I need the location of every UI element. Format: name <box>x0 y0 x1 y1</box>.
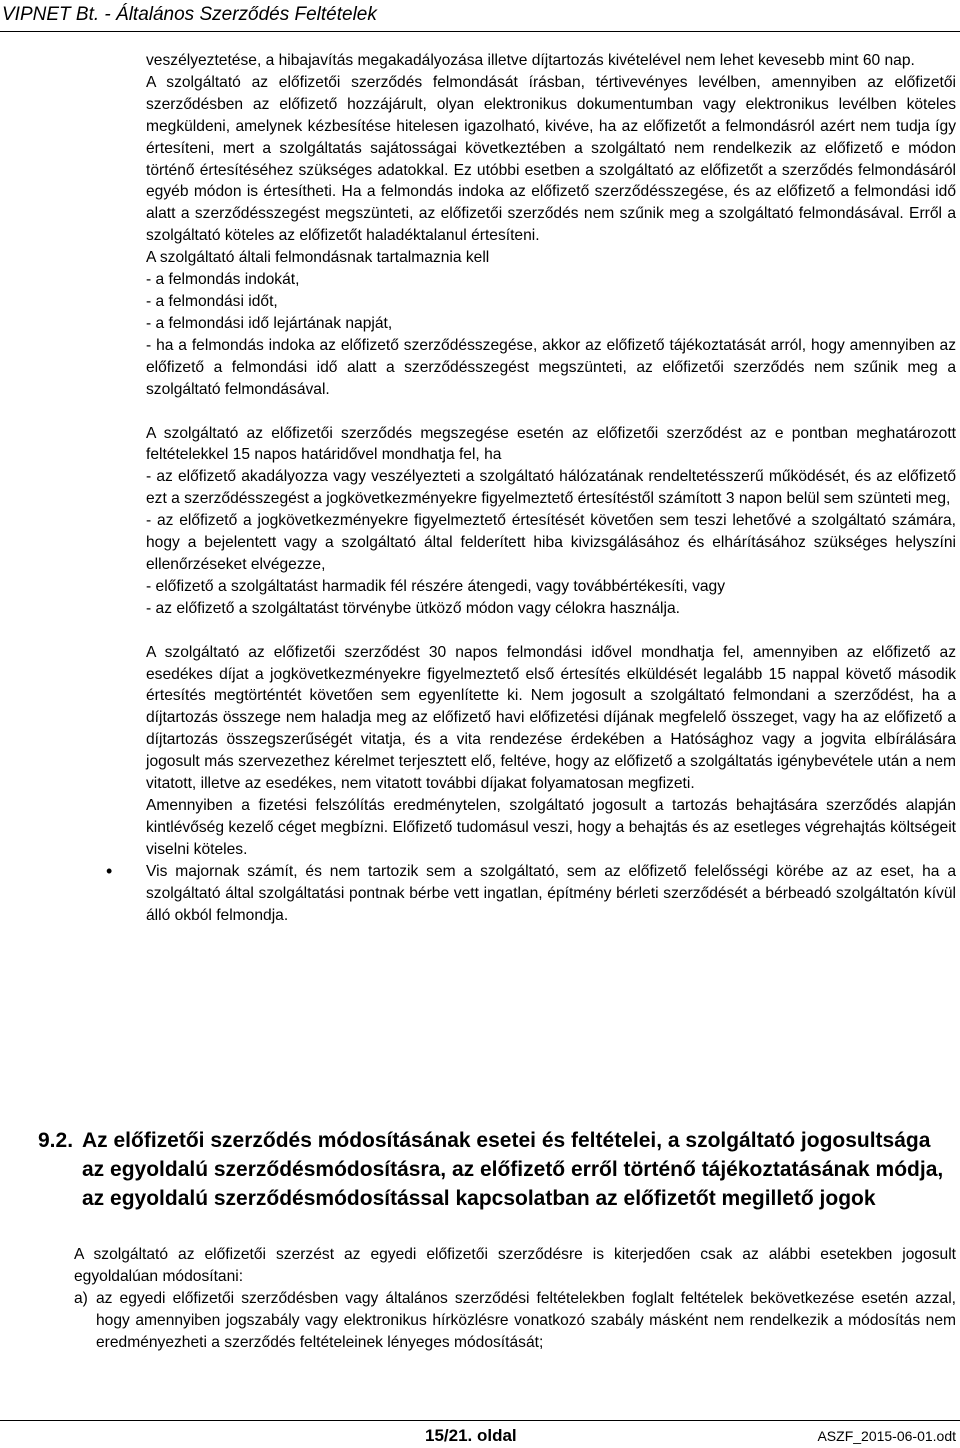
termination-list-intro: A szolgáltató általi felmondásnak tartalmaznia kell <box>146 249 490 267</box>
list-item: - az előfizető a jogkövetkezményekre figyelmeztető értesítését követően sem teszi lehetővé a szolgáltató számára, hogy a bejelentett vagy a szolgáltató által felderített hiba kivizsgálásához és elhárításához szükséges helyszíni ellenőrzéseket elvégezze, <box>146 512 956 573</box>
list-item: - előfizető a szolgáltatást harmadik fél részére átengedi, vagy továbbértékesíti, vagy <box>146 577 726 595</box>
item-text: az egyedi előfizetői szerződésben vagy általános szerződési feltételekben foglalt feltételek bekövetkezése esetén azzal, hogy amennyiben jogszabály vagy elektronikus hírközlésre vonatkozó szabály másként nem rendelkezik a módosítás nem eredményezheti a szerződés feltételeinek lényeges módosítását; <box>96 1289 956 1351</box>
footer-rule <box>0 1420 960 1421</box>
header-rule <box>0 31 960 32</box>
bullet-icon: • <box>106 860 113 881</box>
paragraph-vis-major: Vis majornak számít, és nem tartozik sem a szolgáltató, sem az előfizető felelősségi körébe az az eset, ha a szolgáltató által szolgáltatási pontnak bérbe vett ingatlan, építmény bérleti szerződését a bérbeadó szolgáltatón kívül álló okból felmondja. <box>146 862 956 924</box>
section-number: 9.2. <box>38 1129 74 1152</box>
section-item-a <box>74 1288 956 1354</box>
vis-major-bullet-item <box>106 860 956 927</box>
item-label: a) <box>74 1289 88 1307</box>
page-header <box>0 0 960 36</box>
document-title: VIPNET Bt. - Általános Szerződés Feltételek <box>2 4 377 25</box>
section-heading <box>38 1126 948 1213</box>
list-item: - a felmondási időt, <box>146 292 278 310</box>
list-item: - az előfizető a szolgáltatást törvénybe ütköző módon vagy célokra használja. <box>146 599 680 617</box>
paragraph-termination-method: A szolgáltató az előfizetői szerződés felmondását írásban, tértivevényes levélben, amennyiben az előfizetői szerződésben az előfizető hozzájárult, olyan elektronikus dokumentumban vagy elektronikus levélben köteles megküldeni, amelynek kézbesítése hitelesen igazolható, kivéve, ha az előfizetőt a felmondásról azért nem tudja így értesíteni, mert a szolgáltatás sajátosságai következtében a szolgáltató nem rendelkezik az előfizető e módon történő értesítéséhez szükséges adatokkal. Ez utóbbi esetben a szolgáltató az előfizetőt a szerződés felmondásáról egyéb módon is értesítheti. Ha a felmondás indoka az előfizető szerződésszegése, és az előfizető a felmondási idő alatt a szerződésszegést megszünteti, az előfizetői szerződés nem szűnik meg a szolgáltató felmondásával. Erről a szolgáltató köteles az előfizetőt haladéktalanul értesíteni. <box>146 73 956 245</box>
paragraph-30-day-notice: A szolgáltató az előfizetői szerződést 30 napos felmondási idővel mondhatja fel, amennyiben az előfizető az esedékes díjat a jogkövetkezményekre figyelmeztető első értesítés elküldését legalább 15 nappal követő második értesítés megtörténtét követően sem egyenlítette ki. Nem jogosult a szolgáltató felmondani a szerződést, ha a díjtartozás összege nem haladja meg az előfizető havi előfizetési díjának megfelelő összeget, vagy ha az előfizető a díjtartozás összegszerűségét vitatja, és a vita rendezése érdekében a Hatósághoz vagy a jogvita elbírálására jogosult más szervezethez kérelmet terjesztett elő, feltéve, hogy az előfizető a szolgáltatás igénybevétele után a nem vitatott, illetve az esedékes, nem vitatott további díjakat folyamatosan megfizeti. <box>146 643 956 793</box>
file-name: ASZF_2015-06-01.odt <box>817 1428 956 1444</box>
breach-list <box>146 466 956 619</box>
termination-contents-list <box>146 269 956 400</box>
list-item: - ha a felmondás indoka az előfizető szerződésszegése, akkor az előfizető tájékoztatását arról, hogy amennyiben az előfizető a felmondási idő alatt a szerződésszegést megszünteti, az előfizetői szerződés nem szűnik meg a szolgáltató felmondásával. <box>146 336 956 398</box>
paragraph-debt-collection: Amennyiben a fizetési felszólítás eredménytelen, szolgáltató jogosult a tartozás behajtására szerződés alapján kintlévőség kezelő céget megbízni. Előfizető tudomásul veszi, hogy a behajtás és az esetleges végrehajtás költségeit viselni köteles. <box>146 797 956 858</box>
list-item: - a felmondási idő lejártának napját, <box>146 314 393 332</box>
main-content <box>106 50 956 926</box>
list-item: - a felmondás indokát, <box>146 271 300 289</box>
section-title: Az előfizetői szerződés módosításának esetei és feltételei, a szolgáltató jogosultsága az egyoldalú szerződésmódosításra, az előfizető erről történő tájékoztatásának módja, az egyoldalú szerződésmódosítással kapcsolatban az előfizetőt megillető jogok <box>82 1129 944 1210</box>
breach-intro: A szolgáltató az előfizetői szerződés megszegése esetén az előfizetői szerződést az e pontban meghatározott feltételekkel 15 napos határidővel mondhatja fel, ha <box>146 424 956 464</box>
section-intro: A szolgáltató az előfizetői szerzést az egyedi előfizetői szerződésre is kiterjedően csak az alábbi esetekben jogosult egyoldalúan módosítani: <box>74 1246 956 1285</box>
page-number: 15/21. oldal <box>425 1426 517 1445</box>
section-body <box>74 1244 956 1354</box>
list-item: - az előfizető akadályozza vagy veszélyezteti a szolgáltató hálózatának rendeltetésszerű működését, és az előfizető ezt a szerződésszegést a jogkövetkezményekre figyelmeztető értesítéstől számított 3 napon belül sem szünteti meg, <box>146 468 956 508</box>
page-footer <box>0 1420 960 1448</box>
paragraph-notice-period: veszélyeztetése, a hibajavítás megakadályozása illetve díjtartozás kivételével nem lehet kevesebb mint 60 nap. <box>146 52 915 69</box>
